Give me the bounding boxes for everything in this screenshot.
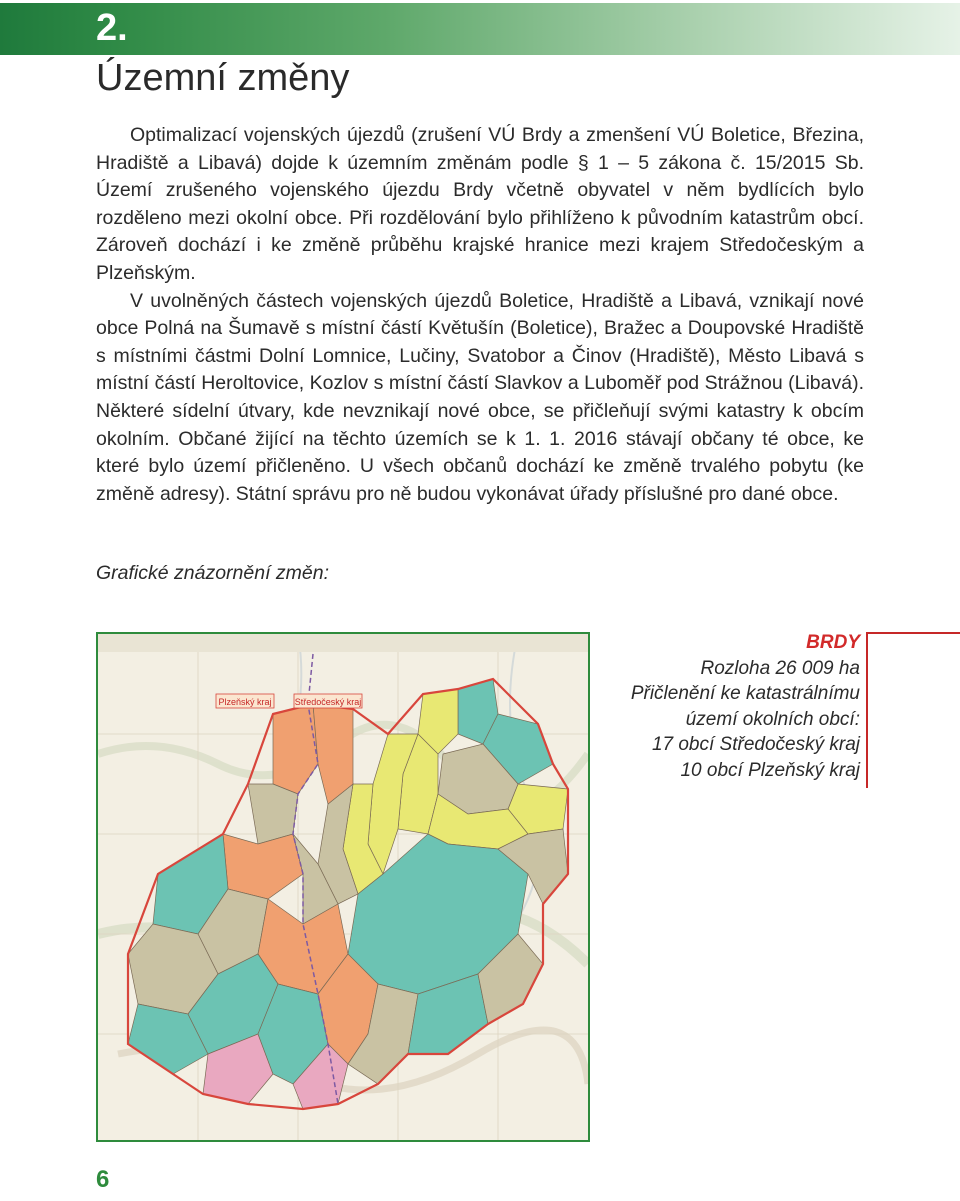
- map-label-stredocesky: Středočeský kraj: [294, 697, 362, 707]
- info-line-5: 10 obcí Plzeňský kraj: [680, 759, 860, 781]
- brdy-map: [96, 632, 590, 1142]
- info-line-4: 17 obcí Středočeský kraj: [651, 734, 860, 755]
- page-title: Územní změny: [96, 57, 350, 99]
- body-text: [96, 122, 864, 508]
- chapter-header-bar: [0, 3, 960, 55]
- info-area: Rozloha 26 009 ha: [700, 657, 860, 679]
- info-rule-vertical: [866, 632, 868, 788]
- info-rule-horizontal: [866, 632, 960, 634]
- map-header-strip: [98, 634, 588, 652]
- paragraph-2: V uvolněných částech vojenských újezdů Boletice, Hradiště a Libavá, vznikají nové obce Polná na Šumavě s místní částí Květušín (Boletice), Bražec a Doupovské Hradiště s místními částmi Dolní Lomnice, Lučiny, Svatobor a Činov (Hradiště), Město Libavá s místní částí Heroltovice, Kozlov s místní částí Slavkov a Luboměř pod Strážnou (Libavá). Některé sídelní útvary, kde nevznikají nové obce, se přičleňují svými katastry k obcím okolním. Občané žijící na těchto územích se k 1. 1. 2016 stávají občany té obce, ke které bylo území přičleněno. U všech občanů dochází ke změně trvalého pobytu (ke změně adresy). Státní správu pro ně budou vykonávat úřady příslušné pro dané obce.: [96, 289, 864, 505]
- info-line-3: území okolních obcí:: [685, 708, 860, 730]
- map-graphic: [98, 634, 588, 1140]
- brdy-info-box: [590, 630, 860, 783]
- chapter-number: 2.: [96, 7, 128, 49]
- info-title: BRDY: [806, 632, 860, 653]
- section-label: Grafické znázornění změn:: [96, 562, 330, 584]
- page-number: 6: [96, 1166, 110, 1193]
- info-line-2: Přičlenění ke katastrálnímu: [630, 683, 860, 704]
- map-label-plzensky: Plzeňský kraj: [218, 697, 272, 707]
- paragraph-1: Optimalizací vojenských újezdů (zrušení VÚ Brdy a zmenšení VÚ Boletice, Březina, Hradiště a Libavá) dojde k územním změnám podle § 1 – 5 zákona č. 15/2015 Sb. Území zrušeného vojenského újezdu Brdy včetně obyvatel v něm bydlících bylo rozděleno mezi okolní obce. Při rozdělování bylo přihlíženo k původním katastrům obcí. Zároveň dochází i ke změně průběhu krajské hranice mezi krajem Středočeským a Plzeňským.: [96, 124, 864, 284]
